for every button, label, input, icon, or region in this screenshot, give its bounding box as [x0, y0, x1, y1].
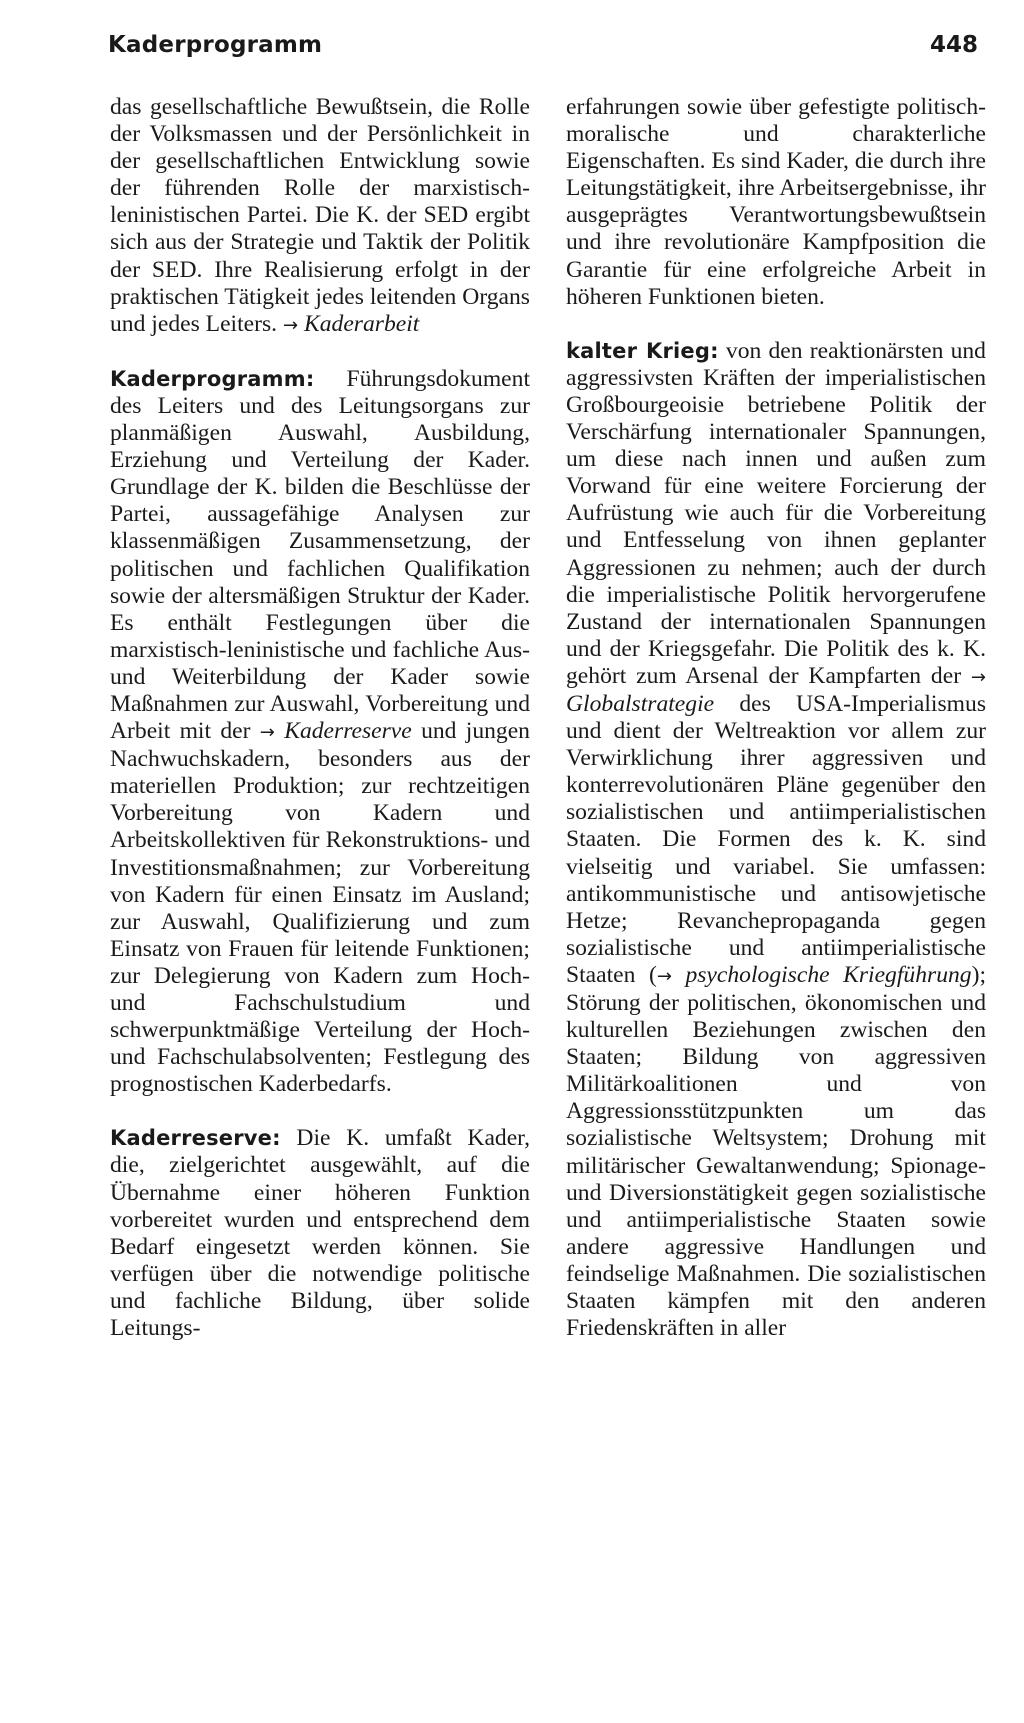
right-column: [566, 94, 986, 1342]
entry-continuation-right: [566, 94, 986, 311]
running-header: [108, 32, 978, 68]
running-title: Kaderprogramm: [108, 32, 323, 58]
left-column: [110, 94, 530, 1342]
cross-reference-psychologische-kriegfuehrung: psychologische Kriegführung: [685, 961, 972, 988]
entry-kaderprogramm: [110, 366, 530, 1099]
entry-text: ); Störung der politischen, ökonomischen und kulturellen Beziehungen zwischen den Staaten; Bildung von aggressiven Militärkoalitionen und von Aggressionsstützpunkten um das sozialistische Weltsystem; Drohung mit militärischer Gewaltanwendung; Spionage- und Diversionstätigkeit gegen sozialistische und antiimperialistische Staaten sowie andere aggressive Handlungen und feindselige Maßnahmen. Die sozialistischen Staaten kämpfen mit den anderen Friedenskräften in aller: [566, 961, 987, 1342]
entry-text: Die K. umfaßt Kader, die, zielgerichtet ausgewählt, auf die Übernahme einer höheren Funktion vorbereitet wurden und entsprechend dem Bedarf eingesetzt werden können. Sie verfügen über die notwendige politische und fachliche Bildung, über solide Leitungs-: [110, 1125, 530, 1342]
entry-text: Führungsdokument des Leiters und des Leitungsorgans zur planmäßigen Auswahl, Ausbildung, Erziehung und Verteilung der Kader. Grundlage der K. bilden die Beschlüsse der Partei, aussagefähige Analysen zur klassenmäßigen Zusammensetzung, der politischen und fachlichen Qualifikation sowie der altersmäßigen Struktur der Kader. Es enthält Festlegungen über die marxistisch-leninistische und fachliche Aus- und Weiterbildung der Kader sowie Maßnahmen zur Auswahl, Vorbereitung und Arbeit mit der: [110, 365, 530, 745]
cross-reference-arrow: →: [282, 314, 299, 336]
entry-text: von den reaktionärsten und aggressivsten Kräften der imperialistischen Großbourgeoisie betriebene Politik der Verschärfung internationaler Spannungen, um diese nach innen und außen zum Vorwand für eine weitere Forcierung der Aufrüstung wie auch für die Vorbereitung und Entfesselung von ihnen geplanter Aggressionen zu nehmen; auch der durch die imperialistische Politik hervorgerufene Zustand der internationalen Spannungen und der Kriegsgefahr. Die Politik des k. K. gehört zum Arsenal der Kampfarten der: [566, 337, 986, 689]
entry-kalter-krieg: [566, 338, 986, 1342]
headword-kaderreserve: Kaderreserve:: [110, 1126, 281, 1151]
cross-reference-arrow: →: [259, 722, 275, 744]
continuation-text: erfahrungen sowie über gefestigte politisch-moralische und charakterliche Eigenschaften. Es sind Kader, die durch ihre Leitungstätigkeit, ihre Arbeitsergebnisse, ihr ausgeprägtes Verantwortungsbewußtsein und ihre revolutionäre Kampfposition die Garantie für eine erfolgreiche Arbeit in höheren Funktionen bieten.: [566, 94, 986, 310]
page-number: 448: [929, 32, 978, 58]
continuation-text: das gesellschaftliche Bewußtsein, die Rolle der Volksmassen und der Persönlichkeit in der gesellschaftlichen Entwicklung sowie der führenden Rolle der marxistisch-leninistischen Partei. Die K. der SED ergibt sich aus der Strategie und Taktik der Politik der SED. Ihre Realisierung erfolgt in der praktischen Tätigkeit jedes leitenden Organs und jedes Leiters.: [110, 94, 530, 337]
cross-reference-kaderreserve: Kaderreserve: [284, 718, 412, 745]
entry-text: und jungen Nachwuchskadern, besonders aus der materiellen Produktion; zur rechtzeitigen Vorbereitung von Kadern und Arbeitskollektiven für Rekonstruktions- und Investitionsmaßnahmen; zur Vorbereitung von Kadern für einen Einsatz im Ausland; zur Auswahl, Qualifizierung und zum Einsatz von Frauen für leitende Funktionen; zur Delegierung von Kadern zum Hoch- und Fachschulstudium und schwerpunktmäßige Verteilung der Hoch- und Fachschulabsolventen; Festlegung des prognostischen Kaderbedarfs.: [110, 718, 530, 1098]
cross-reference-arrow: →: [970, 666, 986, 688]
cross-reference-kaderarbeit: Kaderarbeit: [303, 310, 420, 337]
headword-kaderprogramm: Kaderprogramm:: [110, 366, 315, 391]
entry-text: des USA-Imperialismus und dient der Weltreaktion vor allem zur Verwirklichung ihrer aggressiven und konterrevolutionären Pläne gegenüber den sozialistischen und antiimperialistischen Staaten. Die Formen des k. K. sind vielseitig und variabel. Sie umfassen: antikommunistische und antisowjetische Hetze; Revanchepropaganda gegen sozialistische und antiimperialistische Staaten (: [566, 690, 986, 988]
entry-continuation-left: [110, 94, 530, 339]
entry-kaderreserve: [110, 1125, 530, 1342]
cross-reference-arrow: →: [656, 965, 672, 987]
headword-kalter-krieg: kalter Krieg:: [566, 338, 719, 363]
cross-reference-globalstrategie: Globalstrategie: [566, 690, 715, 717]
